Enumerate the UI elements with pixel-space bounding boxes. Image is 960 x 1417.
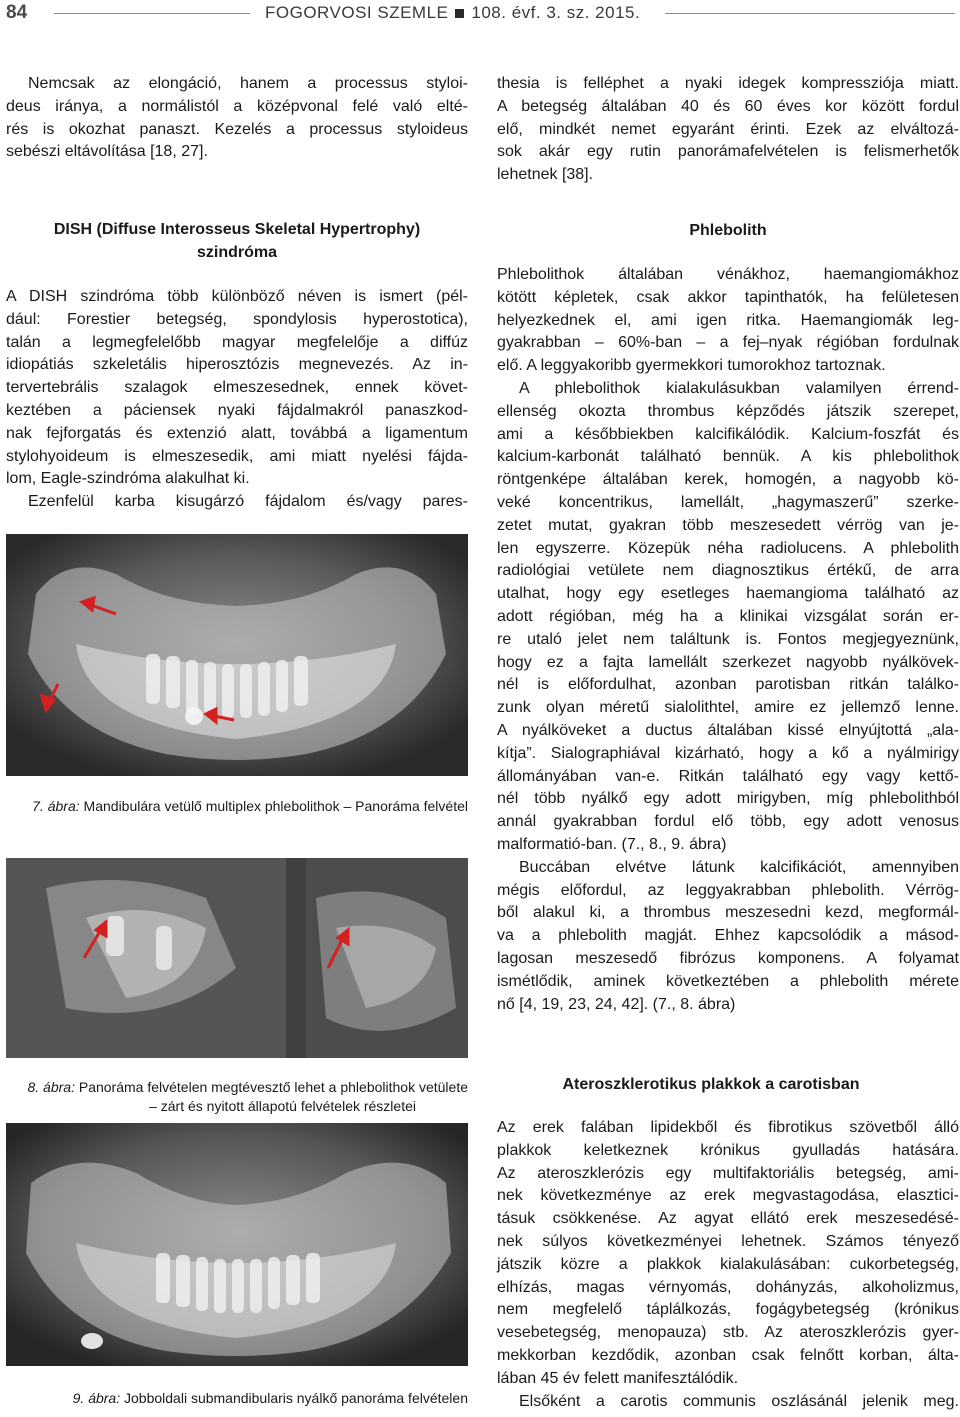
- figure-8-caption: [6, 1078, 468, 1116]
- text-line: mekkorban kezdődik, azonban csak felnőtt korban, álta-: [497, 1346, 959, 1364]
- atherosclerosis-paragraph: [497, 1117, 959, 1413]
- text-line: re utaló jelet nem találtunk is. Fontos megjegyeznünk,: [497, 630, 959, 648]
- text-line: keztében a páciensek nyaki fájdalmakról panaszkod-: [6, 401, 468, 419]
- text-line: kalcium-karbonát található bennük. A kis phlebolithok: [497, 448, 959, 466]
- text-line: nem megfelelő táplálkozás, fogágybetegség (krónikus: [497, 1301, 959, 1319]
- text-line: dául: Forestier betegség, spondylosis hyperostotica),: [6, 310, 468, 328]
- running-header: [265, 3, 640, 23]
- intro-paragraph: [6, 73, 468, 164]
- caption-text: Panoráma felvételen megtévesztő lehet a phlebolithok vetülete: [78, 1079, 468, 1095]
- text-line: A nyálköveket a ductus általában kissé elnyújtottá „ala-: [497, 721, 959, 739]
- text-line: A phlebolithok kialakulásukban valamilyen érrend-: [519, 379, 959, 397]
- figure-7-panoramic-xray: [6, 534, 468, 776]
- text-line: sebészi eltávolítása [18, 27].: [6, 143, 208, 161]
- text-line: nak fejforgatás és extenzió alatt, továbbá a ligamentum: [6, 424, 468, 442]
- text-line: nek következménye az erek megvastagodása, elasztici-: [497, 1187, 959, 1205]
- figure-8-xray-details: [6, 858, 468, 1058]
- text-line: kötött képletek, csak akkor tapinthatók, ha felületesen: [497, 288, 959, 306]
- text-line: utalhat, hogy egy esetleges haemangioma található az: [497, 585, 959, 603]
- text-line: tervertebrális szalagok elmeszesednek, ennek követ-: [6, 379, 468, 397]
- text-line: helyezkednek el, ami igen ritka. Haemangiomák leg-: [497, 311, 959, 329]
- text-line: ismétlődik, aminek következtében a phlebolith mérete: [497, 972, 959, 990]
- dish-continued-paragraph: [497, 73, 959, 187]
- text-line: Phlebolithok általában vénákhoz, haemangiomákhoz: [497, 266, 959, 283]
- text-line: adott régióban, még ha a klinikai vizsgálat során er-: [497, 607, 959, 625]
- section-heading-dish: [6, 218, 468, 264]
- header-rule-right: [665, 13, 955, 14]
- text-line: ellenség okozta thrombus képződés játszik szerepet,: [497, 402, 959, 420]
- text-line: tásuk csökkenése. Az agyat ellátó erek meszesedésé-: [497, 1210, 959, 1228]
- text-line: Nemcsak az elongáció, hanem a processus styloi-: [28, 75, 468, 92]
- text-line: állományában van-e. Ritkán található egy vagy kettő-: [497, 767, 959, 785]
- text-line: lom, Eagle-szindróma alakulhat ki.: [6, 470, 250, 488]
- text-line: nek súlyos következményei lehetnek. Számos tényező: [497, 1232, 959, 1250]
- text-line: lehetnek [38].: [497, 166, 594, 184]
- text-line: A betegség általában 40 és 60 éves kor között fordul: [497, 97, 959, 115]
- page-number: 84: [6, 2, 28, 23]
- text-line: zetet mutat, gyakran több meszesedett vérrög van je-: [497, 516, 959, 534]
- section-heading-atherosclerosis: Ateroszklerotikus plakkok a carotisban: [562, 1076, 860, 1093]
- caption-line: [6, 1078, 468, 1097]
- text-line: lagosan meszesedő fibrózus komponens. A folyamat: [497, 949, 959, 967]
- heading-line: szindróma: [196, 244, 277, 261]
- text-line: hogy ez a fajta lamellált szerkezet nagyobb nyálkövek-: [497, 653, 959, 671]
- text-line: ből alakul ki, a thrombus meszesedni kezd, megformál-: [497, 904, 959, 922]
- text-line: len egyszerre. Közepük néha radiolucens. A phlebolith: [497, 539, 959, 557]
- text-line: Ezenfelül karba kisugárzó fájdalom és/vagy pares-: [28, 493, 468, 511]
- dish-paragraph: [6, 286, 468, 514]
- text-line: röntgenképe általában kerek, homogén, a nagyobb kö-: [497, 471, 959, 489]
- figure-7-caption: [6, 797, 468, 816]
- square-bullet-icon: [455, 9, 464, 18]
- caption-line: – zárt és nyitott állapotú felvételek részletei: [149, 1098, 416, 1114]
- text-line: va a phlebolith magját. Ehhez kapcsolódik a másod-: [497, 927, 959, 945]
- text-line: malformatió-ban. (7., 8., 9. ábra): [497, 835, 727, 853]
- text-line: mégis előfordul, az leggyakrabban phlebolith. Vérrög-: [497, 881, 959, 899]
- text-line: játszik közre a plakkok kialakulásában: cukorbetegség,: [497, 1255, 959, 1273]
- caption-text: Jobboldali submandibularis nyálkő panoráma felvételen: [124, 1390, 468, 1406]
- text-line: nél több nyálkő egy adott mirigyben, míg phlebolithból: [497, 790, 959, 808]
- text-line: stylohyoideum is elmeszesedik, ami miatt nyelési fájda-: [6, 447, 468, 465]
- text-line: radiológiai vetülete nem diagnosztikus értékű, de arra: [497, 562, 959, 580]
- figure-9-panoramic-xray: [6, 1123, 468, 1366]
- figure-label: 7. ábra:: [32, 798, 80, 814]
- caption-text: Mandibulára vetülő multiplex phlebolithok – Panoráma felvétel: [83, 798, 468, 814]
- text-line: Buccában elvétve látunk kalcifikációt, amennyiben: [519, 858, 959, 876]
- text-line: zunk olyan méretű sialolithtel, amire ez jellemző lenne.: [497, 699, 959, 717]
- header-rule-left: [54, 13, 250, 14]
- text-line: annál gyakrabban fordul elő több, egy adott venosus: [497, 813, 959, 831]
- text-line: veké koncentrikus, lamellált, „hagymaszerű” szerke-: [497, 493, 959, 511]
- journal-name: FOGORVOSI SZEMLE: [265, 3, 449, 22]
- text-line: idiopátiás szkeletális hiperosztózis megnevezés. Az in-: [6, 356, 468, 374]
- text-line: nél is előfordulhat, azonban parotisban ritkán találko-: [497, 676, 959, 694]
- figure-label: 9. ábra:: [72, 1390, 121, 1406]
- text-line: lában 45 év felett manifesztálódik.: [497, 1369, 739, 1387]
- text-line: sok akár egy rutin panorámafelvételen is felismerhetők: [497, 143, 959, 161]
- text-line: rés is okozhat panaszt. Kezelés a processus styloideus: [6, 120, 468, 138]
- phlebolith-paragraph: [497, 264, 959, 1016]
- text-line: Az erek falában lipidekből és fibrotikus szövetből álló: [497, 1119, 959, 1136]
- issue-info: 108. évf. 3. sz. 2015.: [471, 3, 641, 22]
- section-heading-phlebolith: Phlebolith: [689, 222, 767, 239]
- figure-label: 8. ábra:: [27, 1079, 75, 1095]
- heading-line: DISH (Diffuse Interosseus Skeletal Hypertrophy): [53, 221, 421, 238]
- text-line: Elsőként a carotis communis oszlásánál jelenik meg.: [519, 1392, 959, 1410]
- text-line: deus iránya, a normálistól a középvonal felé való elté-: [6, 97, 468, 115]
- text-line: thesia is felléphet a nyaki idegek kompressziója miatt.: [497, 75, 959, 92]
- text-line: kítja”. Sialographiával kizárható, hogy a kő a nyálmirigy: [497, 744, 959, 762]
- text-line: Az ateroszklerózis egy multifaktoriális betegség, ami-: [497, 1164, 959, 1182]
- text-line: talán a legmegfelelőbb magyar megfelelője a diffúz: [6, 333, 468, 351]
- text-line: vesebetegség, menopauza) stb. Az ateroszklerózis gyer-: [497, 1324, 959, 1342]
- text-line: gyakrabban – 60%-ban – a fej–nyak régióban fordulnak: [497, 334, 959, 352]
- text-line: ami a későbbiekben kalcifikálódik. Kalcium-foszfát és: [497, 425, 959, 443]
- text-line: elhízás, magas vérnyomás, dohányzás, alkoholizmus,: [497, 1278, 959, 1296]
- text-line: A DISH szindróma több különböző néven is ismert (pél-: [6, 288, 468, 305]
- text-line: elő, mindkét nemet egyaránt érinti. Ezek az elváltozá-: [497, 120, 959, 138]
- text-line: nő [4, 19, 23, 24, 42]. (7., 8. ábra): [497, 995, 736, 1013]
- text-line: elő. A leggyakoribb gyermekkori tumorokhoz tartoznak.: [497, 357, 886, 375]
- figure-9-caption: [6, 1389, 468, 1408]
- text-line: plakkok keletkeznek krónikus gyulladás hatására.: [497, 1141, 959, 1159]
